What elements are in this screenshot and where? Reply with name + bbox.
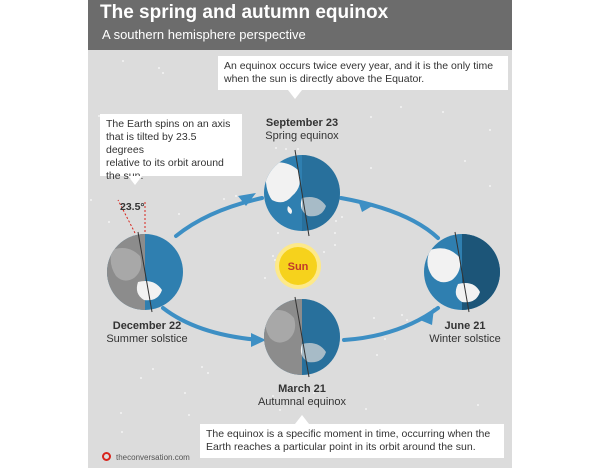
label-event: Autumnal equinox — [257, 396, 347, 408]
label-autumnal-equinox — [252, 383, 352, 409]
callout-line: that is tilted by 23.5 degrees — [106, 131, 197, 156]
label-date: December 22 — [112, 320, 182, 332]
sun-label: Sun — [287, 261, 309, 273]
label-date: June 21 — [444, 320, 486, 332]
label-event: Winter solstice — [429, 333, 501, 345]
tilt-angle-label: 23.5° — [120, 201, 145, 213]
callout-line: The equinox is a specific moment in time, occurring when the — [206, 428, 491, 440]
conversation-logo-icon — [102, 452, 111, 461]
earth-winter-solstice — [424, 232, 500, 312]
label-date: September 23 — [265, 117, 339, 129]
callout-line: relative to its orbit around — [106, 157, 224, 169]
earth-autumnal-equinox — [264, 297, 340, 377]
orbit-arrow-bottom-left — [251, 333, 266, 347]
callout-pointer — [128, 176, 142, 185]
infographic — [88, 0, 512, 468]
label-winter-solstice — [418, 320, 512, 346]
orbit-arc-top-right — [341, 198, 438, 238]
sun — [275, 243, 321, 289]
callout-line: Earth reaches a particular point in its orbit around the sun. — [206, 441, 476, 453]
label-date: March 21 — [278, 383, 326, 395]
callout-line: The Earth spins on an axis — [106, 118, 231, 130]
page-subtitle: A southern hemisphere perspective — [102, 27, 306, 42]
callout-line: the sun. — [106, 170, 144, 182]
callout-axis-tilt — [100, 114, 242, 182]
label-event: Spring equinox — [265, 130, 339, 142]
callout-line: An equinox occurs twice every year, and it is the only time — [224, 60, 494, 72]
callout-line: when the sun is directly above the Equator. — [224, 73, 425, 85]
callout-pointer — [295, 415, 309, 424]
callout-equinox-definition — [218, 56, 508, 90]
earth-summer-solstice — [107, 232, 183, 312]
source-credit: theconversation.com — [116, 453, 190, 462]
earth-spring-equinox — [264, 150, 346, 236]
label-spring-equinox — [252, 117, 352, 143]
page-title: The spring and autumn equinox — [100, 2, 389, 23]
orbit-arc-top-left — [176, 198, 262, 236]
callout-equinox-moment — [200, 424, 504, 458]
label-event: Summer solstice — [106, 333, 188, 345]
callout-pointer — [288, 90, 302, 99]
label-summer-solstice — [92, 320, 202, 346]
